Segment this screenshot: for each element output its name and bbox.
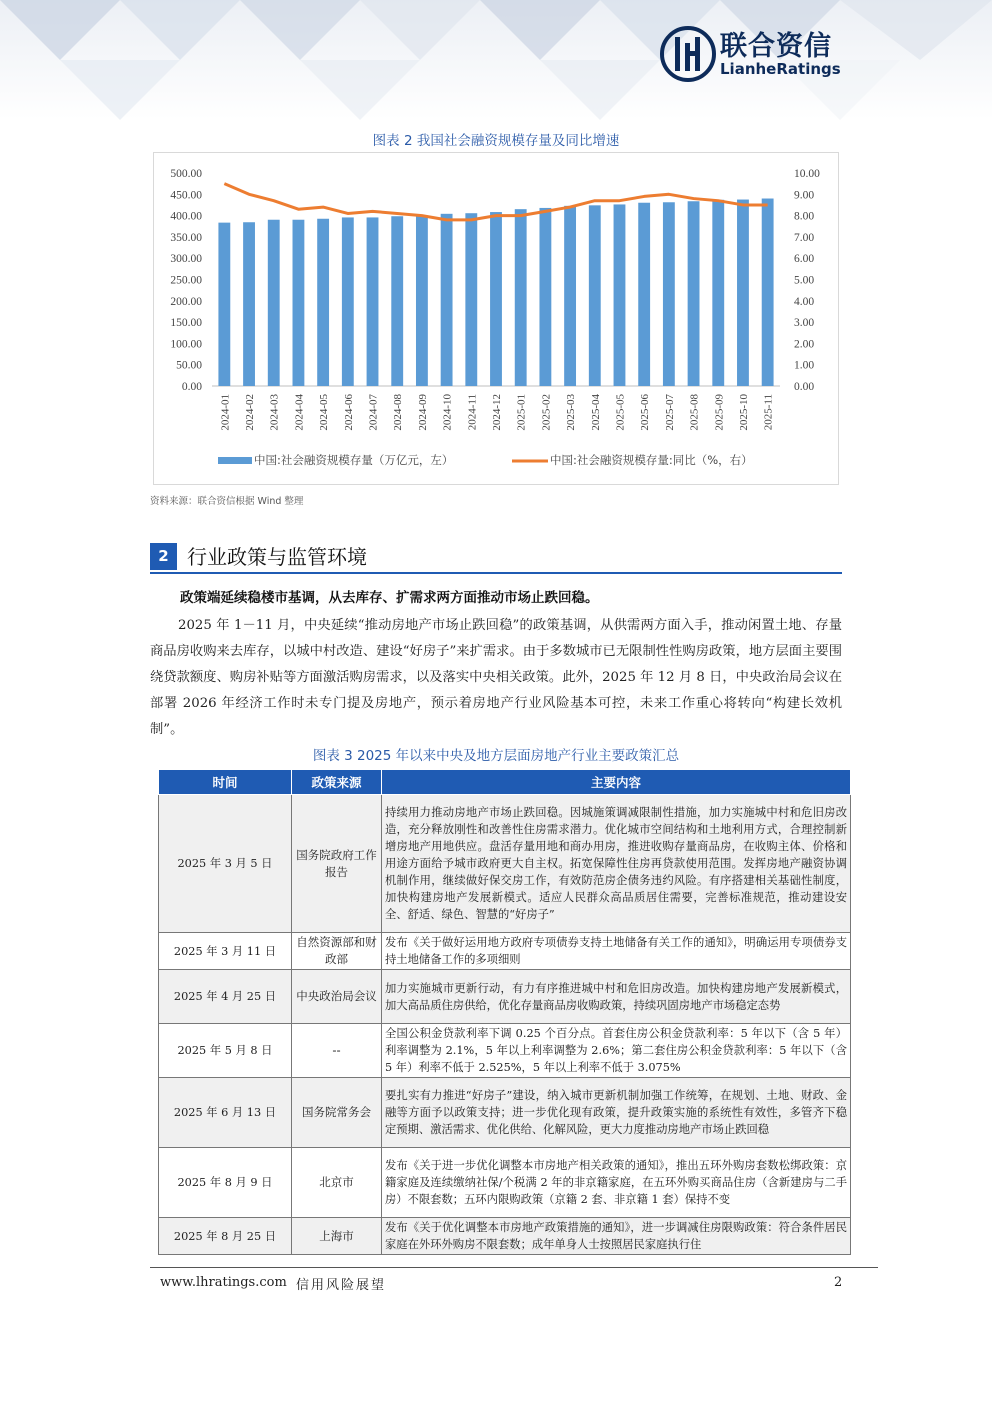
table-row <box>159 970 851 1024</box>
x-tick-label: 2024-06 <box>342 394 355 431</box>
x-tick-label: 2025-09 <box>713 394 726 431</box>
y-left-tick-label: 0.00 <box>181 381 202 393</box>
x-tick-label: 2025-01 <box>515 394 528 431</box>
y-right-tick-label: 6.00 <box>794 253 815 266</box>
y-right-tick-label: 7.00 <box>794 231 815 244</box>
x-tick-label: 2025-11 <box>762 394 775 431</box>
figure2-source: 资料来源：联合资信根据 Wind 整理 <box>150 496 304 507</box>
table-row <box>159 933 851 970</box>
row-date: 2025 年 8 月 25 日 <box>159 1218 292 1255</box>
row-content: 发布《关于做好运用地方政府专项债券支持土地储备有关工作的通知》，明确运用专项债券支持土地储备工作的多项细则 <box>382 933 851 970</box>
bar <box>465 213 477 386</box>
row-date: 2025 年 3 月 5 日 <box>159 795 292 933</box>
x-tick-label: 2024-08 <box>392 394 405 431</box>
x-tick-label: 2025-08 <box>688 394 701 431</box>
bar <box>589 205 601 386</box>
y-right-tick-label: 10.00 <box>794 168 820 180</box>
y-right-tick-label: 8.00 <box>794 210 815 223</box>
table-row <box>159 795 851 933</box>
bar <box>539 208 551 386</box>
chart-container <box>153 152 839 485</box>
row-source: 国务院常务会 <box>292 1078 382 1148</box>
y-right-tick-label: 1.00 <box>794 359 815 372</box>
x-tick-label: 2025-05 <box>614 394 627 431</box>
figure2-title: 图表 2 我国社会融资规模存量及同比增速 <box>372 133 620 149</box>
policy-table <box>158 769 851 1255</box>
y-right-tick-label: 2.00 <box>794 338 815 351</box>
footer-divider <box>150 1267 878 1268</box>
x-tick-label: 2024-01 <box>219 394 232 431</box>
y-left-tick-label: 200.00 <box>170 295 202 308</box>
x-tick-label: 2024-10 <box>441 394 454 431</box>
row-content: 加力实施城市更新行动，有力有序推进城中村和危旧房改造。加快构建房地产发展新模式，加大高品质住房供给，优化存量商品房收购政策，持续巩固房地产市场稳定态势 <box>382 970 851 1024</box>
x-tick-label: 2024-12 <box>491 394 503 431</box>
table-row <box>159 1148 851 1218</box>
x-tick-label: 2024-04 <box>293 394 306 431</box>
bar <box>737 200 749 386</box>
bar <box>638 203 650 386</box>
x-tick-label: 2025-06 <box>639 394 652 431</box>
footer-url[interactable]: www.lhratings.com <box>160 1275 287 1290</box>
header-content: 主要内容 <box>382 770 851 795</box>
bar <box>762 199 774 386</box>
bar <box>268 220 280 386</box>
row-source: 自然资源部和财政部 <box>292 933 382 970</box>
header-date: 时间 <box>159 770 292 795</box>
x-tick-label: 2024-03 <box>268 394 281 431</box>
y-left-tick-label: 50.00 <box>176 359 202 372</box>
brand-name-en: LianheRatings <box>720 60 841 78</box>
x-tick-label: 2024-02 <box>244 394 257 431</box>
table-header-row <box>159 770 851 795</box>
lead-paragraph: 政策端延续稳楼市基调，从去库存、扩需求两方面推动市场止跌回稳。 <box>180 590 599 606</box>
section-title: 行业政策与监管环境 <box>187 545 367 569</box>
row-source: 国务院政府工作报告 <box>292 795 382 933</box>
page-number: 2 <box>834 1275 843 1290</box>
y-left-tick-label: 300.00 <box>170 253 202 266</box>
line-series <box>224 184 767 220</box>
y-left-tick-label: 450.00 <box>170 189 202 202</box>
brand-name-cn: 联合资信 <box>720 31 832 62</box>
legend-swatch-bar <box>218 457 252 464</box>
row-date: 2025 年 5 月 8 日 <box>159 1024 292 1078</box>
y-left-tick-label: 500.00 <box>170 168 202 180</box>
bar <box>663 202 675 386</box>
row-source: 中央政治局会议 <box>292 970 382 1024</box>
x-tick-label: 2025-10 <box>737 394 750 431</box>
footer-title: 信用风险展望 <box>296 1278 387 1293</box>
row-content: 持续用力推动房地产市场止跌回稳。因城施策调减限制性措施，加力实施城中村和危旧房改造，充分释放刚性和改善性住房需求潜力。优化城市空间结构和土地利用方式，合理控制新增房地产用地供应。盘活存量用地和商办用房，推进收购存量商品房，在收购主体、价格和用途方面给予城市政府更大自主权。拓宽保障性住房再贷款使用范围。发挥房地产融资协调机制作用，继续做好保交房工作，有效防范房企债务违约风险。有序搭建相关基础性制度，加快构建房地产发展新模式。适应人民群众高品质居住需要，完善标准规范，推动建设安全、舒适、绿色、智慧的“好房子” <box>382 795 851 933</box>
bar <box>416 216 428 386</box>
bar <box>441 214 453 386</box>
y-right-tick-label: 5.00 <box>794 274 815 287</box>
bar <box>243 222 255 386</box>
x-tick-label: 2024-09 <box>416 394 429 431</box>
y-left-tick-label: 400.00 <box>170 210 202 223</box>
y-right-tick-label: 0.00 <box>794 381 815 393</box>
x-tick-label: 2024-07 <box>367 394 380 431</box>
x-tick-label: 2024-11 <box>466 394 479 431</box>
y-left-tick-label: 250.00 <box>170 274 202 287</box>
bar <box>490 212 502 386</box>
row-content: 发布《关于进一步优化调整本市房地产相关政策的通知》，推出五环外购房套数松绑政策：京籍家庭及连续缴纳社保/个税满 2 年的非京籍家庭，在五环外购买商品住房（含新建房与二手房）不限套数；五环内限购政策（京籍 2 套、非京籍 1 套）保持不变 <box>382 1148 851 1218</box>
bar <box>614 204 626 386</box>
x-tick-label: 2025-04 <box>589 394 602 431</box>
table-row <box>159 1024 851 1078</box>
bar <box>218 223 230 386</box>
row-source: -- <box>292 1024 382 1078</box>
bar <box>688 201 700 386</box>
row-date: 2025 年 8 月 9 日 <box>159 1148 292 1218</box>
section-number: 2 <box>150 543 177 570</box>
y-right-tick-label: 3.00 <box>794 317 815 330</box>
bar <box>342 217 354 386</box>
x-tick-label: 2024-05 <box>318 394 331 431</box>
legend-label-line: 中国:社会融资规模存量:同比（%，右） <box>550 453 753 467</box>
row-date: 2025 年 3 月 11 日 <box>159 933 292 970</box>
bar <box>712 200 724 386</box>
bar <box>515 209 527 386</box>
bar <box>293 220 305 386</box>
y-left-tick-label: 350.00 <box>170 231 202 244</box>
bar <box>564 206 576 386</box>
bar-line-chart <box>154 153 840 486</box>
header-source: 政策来源 <box>292 770 382 795</box>
row-content: 全国公积金贷款利率下调 0.25 个百分点。首套住房公积金贷款利率：5 年以下（含 5 年）利率调整为 2.1%，5 年以上利率调整为 2.6%；第二套住房公积金贷款利率：5 年以下（含 5 年）利率不低于 2.525%，5 年以上利率不低于 3.075% <box>382 1024 851 1078</box>
table-row <box>159 1218 851 1255</box>
bar <box>317 219 329 386</box>
x-tick-label: 2025-02 <box>540 394 553 431</box>
row-date: 2025 年 4 月 25 日 <box>159 970 292 1024</box>
row-date: 2025 年 6 月 13 日 <box>159 1078 292 1148</box>
row-content: 要扎实有力推进“好房子”建设，纳入城市更新机制加强工作统筹，在规划、土地、财政、金融等方面予以政策支持；进一步优化现有政策，提升政策实施的系统性有效性，多管齐下稳定预期、激活需求、优化供给、化解风险，更大力度推动房地产市场止跌回稳 <box>382 1078 851 1148</box>
figure3-title: 图表 3 2025 年以来中央及地方层面房地产行业主要政策汇总 <box>312 748 680 764</box>
row-source: 上海市 <box>292 1218 382 1255</box>
y-right-tick-label: 9.00 <box>794 189 815 202</box>
x-tick-label: 2025-07 <box>663 394 676 431</box>
y-right-tick-label: 4.00 <box>794 295 815 308</box>
x-tick-label: 2025-03 <box>565 394 578 431</box>
legend-label-bar: 中国:社会融资规模存量（万亿元，左） <box>254 453 454 467</box>
body-paragraph: 2025 年 1－11 月，中央延续“推动房地产市场止跌回稳”的政策基调，从供需两方面入手，推动闲置土地、存量商品房收购来去库存，以城中村改造、建设“好房子”来扩需求。由于多数城市已无限制性性购房政策，地方层面主要围绕贷款额度、购房补贴等方面激活购房需求，以及落实中央相关政策。此外，2025 年 12 月 8 日，中央政治局会议在部署 2026 年经济工作时未专门提及房地产，预示着房地产行业风险基本可控，未来工作重心将转向“构建长效机制”。 <box>150 618 843 737</box>
y-left-tick-label: 100.00 <box>170 338 202 351</box>
bar <box>391 216 403 386</box>
section-divider <box>150 572 842 574</box>
table-row <box>159 1078 851 1148</box>
row-content: 发布《关于优化调整本市房地产政策措施的通知》，进一步调减住房限购政策：符合条件居民家庭在外环外购房不限套数；成年单身人士按照居民家庭执行住 <box>382 1218 851 1255</box>
row-source: 北京市 <box>292 1148 382 1218</box>
y-left-tick-label: 150.00 <box>170 317 202 330</box>
bar <box>367 217 379 386</box>
